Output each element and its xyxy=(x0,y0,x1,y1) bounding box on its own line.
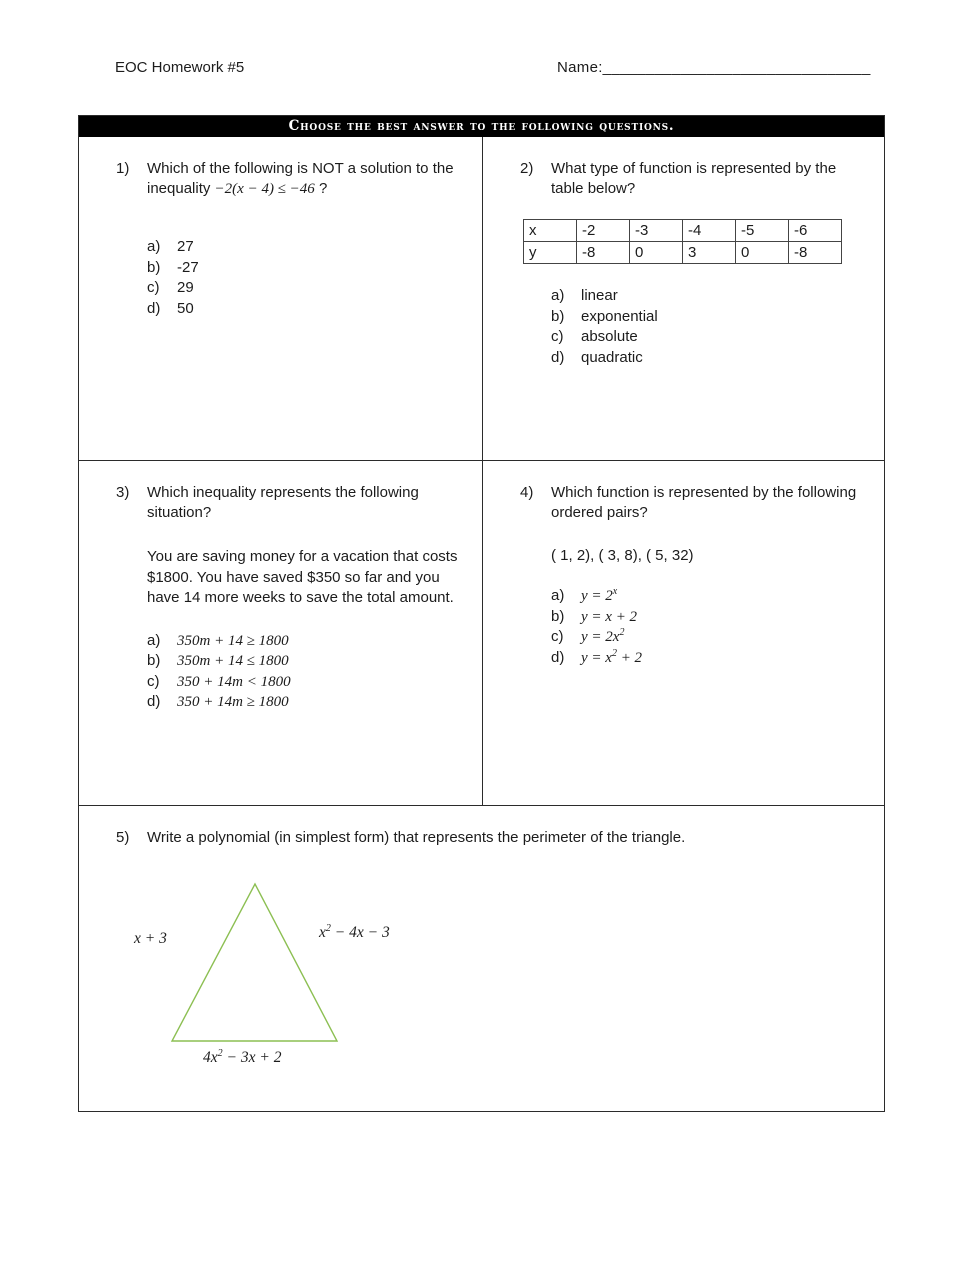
question-1-options xyxy=(147,237,464,319)
option-text: exponential xyxy=(581,307,658,325)
answer-option xyxy=(147,651,464,672)
answer-option xyxy=(551,586,866,607)
option-label: b) xyxy=(147,258,161,276)
table-cell: -5 xyxy=(736,220,789,242)
option-text: quadratic xyxy=(581,348,643,366)
worksheet-box xyxy=(78,115,885,1112)
question-5-prompt: Write a polynomial (in simplest form) that represents the perimeter of the triangle. xyxy=(147,829,686,846)
answer-option xyxy=(147,631,464,652)
answer-option xyxy=(551,307,866,328)
option-label: d) xyxy=(551,648,565,666)
answer-option xyxy=(551,286,866,307)
option-label: d) xyxy=(147,299,161,317)
triangle-drawing xyxy=(169,878,351,1048)
option-text: 27 xyxy=(177,238,194,255)
question-1-number: 1) xyxy=(116,160,130,177)
table-cell: y xyxy=(524,242,577,264)
option-label: c) xyxy=(147,672,160,690)
option-text: 50 xyxy=(177,299,194,317)
option-text: linear xyxy=(581,287,618,304)
option-math: 350m + 14 ≤ 1800 xyxy=(177,653,289,669)
triangle-bottom-side-label: $4x^2 - 3x + 2$ xyxy=(203,1047,282,1066)
answer-option xyxy=(551,348,866,369)
option-label: b) xyxy=(551,607,565,625)
option-text: -27 xyxy=(177,258,199,276)
option-math: $y = x^2 + 2$ xyxy=(581,647,643,666)
option-label: a) xyxy=(551,287,565,304)
option-math: 350 + 14m < 1800 xyxy=(177,673,291,690)
answer-option xyxy=(147,237,464,258)
option-label: b) xyxy=(147,652,161,669)
option-math: 350 + 14m ≥ 1800 xyxy=(177,694,289,710)
table-cell: -2 xyxy=(577,220,630,242)
table-cell: 3 xyxy=(683,242,736,264)
triangle-outline xyxy=(172,884,337,1041)
option-math: y = x + 2 xyxy=(581,608,638,625)
option-math: $y = 2^x$ xyxy=(581,586,618,604)
question-1 xyxy=(79,137,482,460)
question-5-number: 5) xyxy=(116,829,130,846)
answer-option xyxy=(147,299,464,320)
question-3-prompt: Which inequality represents the following situation? xyxy=(147,484,419,521)
question-1-prompt-text: Which of the following is NOT a solution to the inequality xyxy=(147,160,454,197)
answer-option xyxy=(147,258,464,279)
question-3-options xyxy=(147,631,464,713)
table-cell: x xyxy=(524,220,577,242)
option-label: d) xyxy=(551,348,565,366)
answer-option xyxy=(147,672,464,693)
name-field-label: Name:_______________________________ xyxy=(557,59,871,76)
answer-option xyxy=(147,692,464,713)
triangle-figure xyxy=(79,806,884,1111)
question-5 xyxy=(79,805,884,1111)
option-label: c) xyxy=(147,279,160,296)
ordered-pairs: ( 1, 2), ( 3, 8), ( 5, 32) xyxy=(551,547,694,564)
option-text: 29 xyxy=(177,279,194,296)
option-text: absolute xyxy=(581,328,638,345)
option-label: a) xyxy=(147,238,161,255)
answer-option xyxy=(551,648,866,669)
answer-option xyxy=(551,607,866,628)
table-cell: -3 xyxy=(630,220,683,242)
option-label: a) xyxy=(551,587,565,604)
question-4 xyxy=(482,460,884,805)
question-1-prompt-end: ? xyxy=(314,180,328,197)
question-2-prompt: What type of function is represented by the table below? xyxy=(551,160,837,197)
table-cell: 0 xyxy=(630,242,683,264)
question-2 xyxy=(482,137,884,460)
question-2-options xyxy=(551,286,866,368)
answer-option xyxy=(147,278,464,299)
option-label: c) xyxy=(551,328,564,345)
triangle-right-side-label: $x^2 - 4x - 3$ xyxy=(319,922,390,941)
option-label: a) xyxy=(147,631,161,649)
table-cell: -6 xyxy=(789,220,842,242)
question-4-number: 4) xyxy=(520,484,534,501)
question-1-inequality: −2(x − 4) ≤ −46 xyxy=(214,181,315,197)
question-4-options xyxy=(551,586,866,668)
option-label: d) xyxy=(147,693,161,710)
question-2-number: 2) xyxy=(520,160,534,177)
table-cell: -8 xyxy=(789,242,842,264)
question-3-scenario: You are saving money for a vacation that costs $1800. You have saved $350 so far and you have 14 more weeks to save the total amount. xyxy=(147,548,458,606)
question-grid xyxy=(79,137,884,1111)
page-title: EOC Homework #5 xyxy=(115,59,245,76)
question-1-prompt xyxy=(147,159,464,199)
triangle-left-side-label: x + 3 xyxy=(134,930,167,947)
answer-option xyxy=(551,627,866,648)
function-table xyxy=(523,219,842,264)
table-cell: -8 xyxy=(577,242,630,264)
question-3 xyxy=(79,460,482,805)
table-cell: 0 xyxy=(736,242,789,264)
option-label: b) xyxy=(551,307,565,325)
question-4-prompt: Which function is represented by the following ordered pairs? xyxy=(551,484,857,521)
answer-option xyxy=(551,327,866,348)
table-row-x xyxy=(524,220,842,242)
table-row-y xyxy=(524,242,842,264)
table-cell: -4 xyxy=(683,220,736,242)
option-math: $y = 2x^2$ xyxy=(581,627,625,645)
instruction-banner: Choose the best answer to the following questions. xyxy=(79,116,884,137)
option-math: 350m + 14 ≥ 1800 xyxy=(177,632,289,649)
option-label: c) xyxy=(551,628,564,645)
question-3-number: 3) xyxy=(116,484,130,501)
